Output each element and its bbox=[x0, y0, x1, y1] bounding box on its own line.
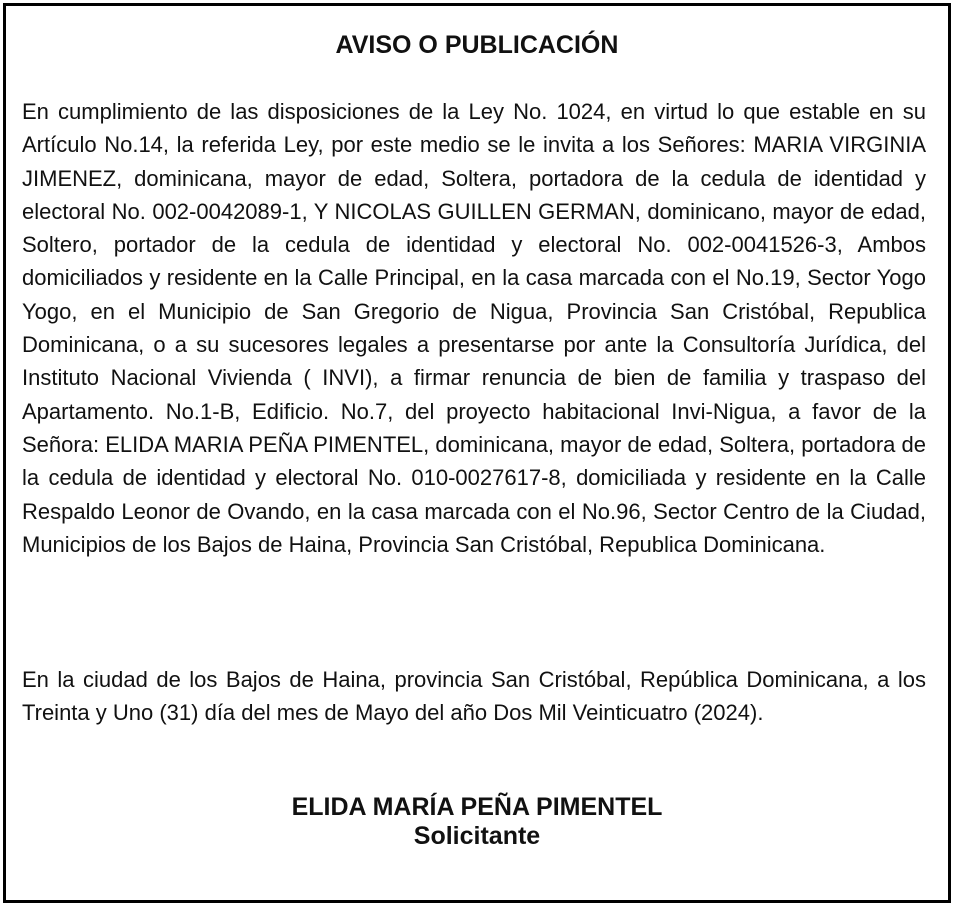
signer-role: Solicitante bbox=[413, 822, 541, 850]
signature-block bbox=[6, 793, 948, 851]
notice-date-paragraph: En la ciudad de los Bajos de Haina, provincia San Cristóbal, República Dominicana, a los Treinta y Uno (31) día del mes de Mayo del año Dos Mil Veinticuatro (2024). bbox=[22, 667, 926, 726]
signer-name: ELIDA MARÍA PEÑA PIMENTEL bbox=[291, 793, 663, 821]
notice-title: AVISO O PUBLICACIÓN bbox=[335, 31, 619, 59]
notice-body-paragraph: En cumplimiento de las disposiciones de la Ley No. 1024, en virtud lo que estable en su Artículo No.14, la referida Ley, por este medio se le invita a los Señores: MARIA VIRGINIA JIMENEZ, dominicana, mayor de edad, Soltera, portadora de la cedula de identidad y electoral No. 002-0042089-1, Y NICOLAS GUILLEN GERMAN, dominicano, mayor de edad, Soltero, portador de la cedula de identidad y electoral No. 002-0041526-3, Ambos domiciliados y residente en la Calle Principal, en la casa marcada con el No.19, Sector Yogo Yogo, en el Municipio de San Gregorio de Nigua, Provincia San Cristóbal, Republica Dominicana, o a su sucesores legales a presentarse por ante la Consultoría Jurídica, del Instituto Nacional Vivienda ( INVI), a firmar renuncia de bien de familia y traspaso del Apartamento. No.1-B, Edificio. No.7, del proyecto habitacional Invi-Nigua, a favor de la Señora: ELIDA MARIA PEÑA PIMENTEL, dominicana, mayor de edad, Soltera, portadora de la cedula de identidad y electoral No. 010-0027617-8, domiciliada y residente en la Calle Respaldo Leonor de Ovando, en la casa marcada con el No.96, Sector Centro de la Ciudad, Municipios de los Bajos de Haina, Provincia San Cristóbal, Republica Dominicana. bbox=[22, 99, 926, 557]
public-notice bbox=[3, 3, 951, 903]
